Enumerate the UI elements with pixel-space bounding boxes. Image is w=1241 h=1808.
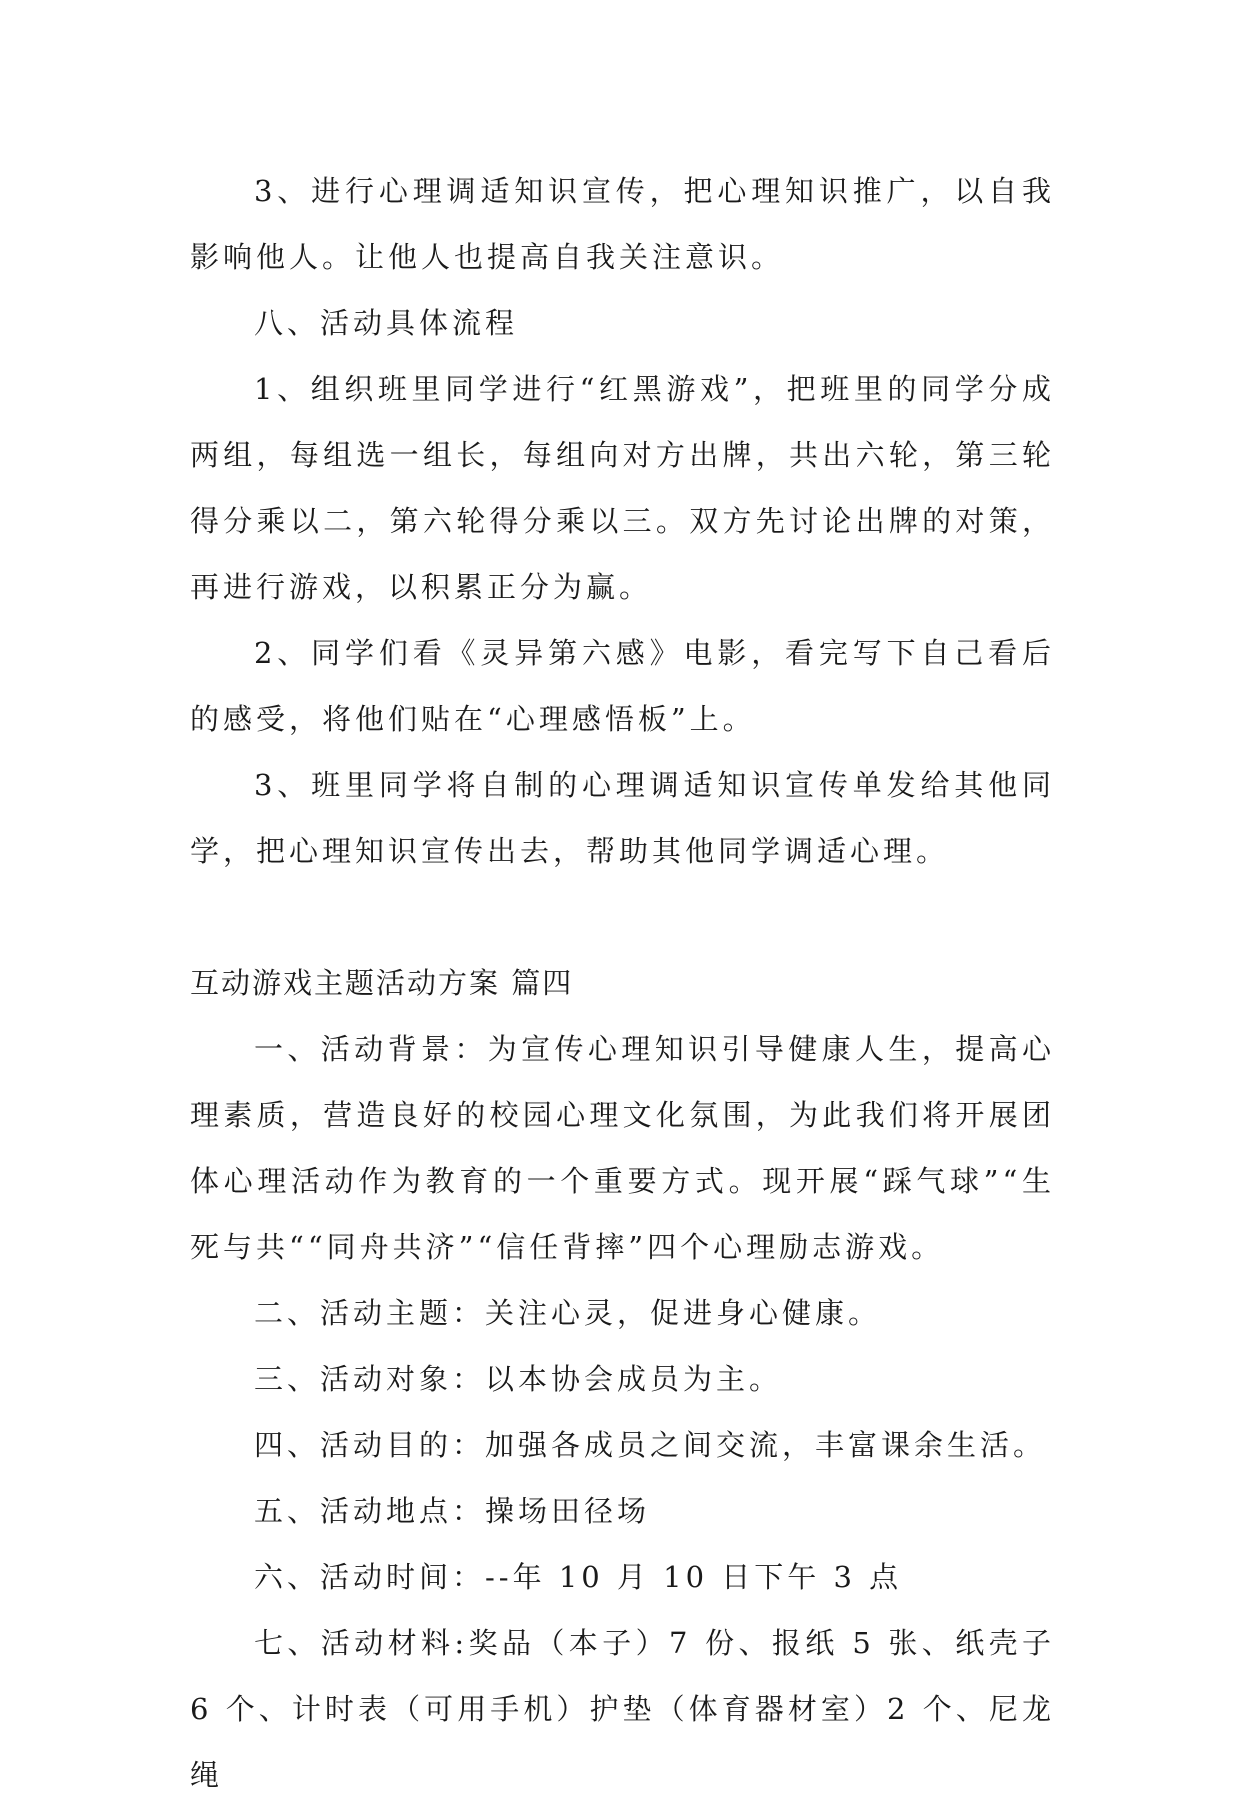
paragraph-promote-knowledge: 3、进行心理调适知识宣传，把心理知识推广，以自我影响他人。让他人也提高自我关注意识。 bbox=[190, 174, 1055, 274]
paragraph-time: 六、活动时间：--年 10 月 10 日下午 3 点 bbox=[254, 1560, 903, 1594]
section-spacer bbox=[190, 884, 1055, 950]
section-title: 互动游戏主题活动方案 篇四 bbox=[190, 966, 574, 1000]
paragraph-location: 五、活动地点：操场田径场 bbox=[254, 1494, 651, 1528]
paragraph-materials: 七、活动材料:奖品（本子）7 份、报纸 5 张、纸壳子 6 个、计时表（可用手机）护垫（体育器材室）2 个、尼龙绳 bbox=[190, 1626, 1055, 1792]
heading-activity-process: 八、活动具体流程 bbox=[254, 306, 519, 340]
paragraph-target: 三、活动对象：以本协会成员为主。 bbox=[254, 1362, 783, 1396]
paragraph-purpose: 四、活动目的：加强各成员之间交流，丰富课余生活。 bbox=[254, 1428, 1047, 1462]
paragraph-red-black-game: 1、组织班里同学进行“红黑游戏”，把班里的同学分成两组，每组选一组长，每组向对方出牌，共出六轮，第三轮得分乘以二，第六轮得分乘以三。双方先讨论出牌的对策，再进行游戏，以积累正分为赢。 bbox=[190, 372, 1055, 604]
paragraph-distribute-leaflets: 3、班里同学将自制的心理调适知识宣传单发给其他同学，把心理知识宣传出去，帮助其他同学调适心理。 bbox=[190, 768, 1055, 868]
paragraph-watch-movie: 2、同学们看《灵异第六感》电影，看完写下自己看后的感受，将他们贴在“心理感悟板”上。 bbox=[190, 636, 1055, 736]
paragraph-background: 一、活动背景：为宣传心理知识引导健康人生，提高心理素质，营造良好的校园心理文化氛围，为此我们将开展团体心理活动作为教育的一个重要方式。现开展“踩气球”“生死与共““同舟共济”“信任背摔”四个心理励志游戏。 bbox=[190, 1032, 1055, 1264]
paragraph-theme: 二、活动主题：关注心灵，促进身心健康。 bbox=[254, 1296, 882, 1330]
document-body bbox=[190, 158, 1055, 1808]
